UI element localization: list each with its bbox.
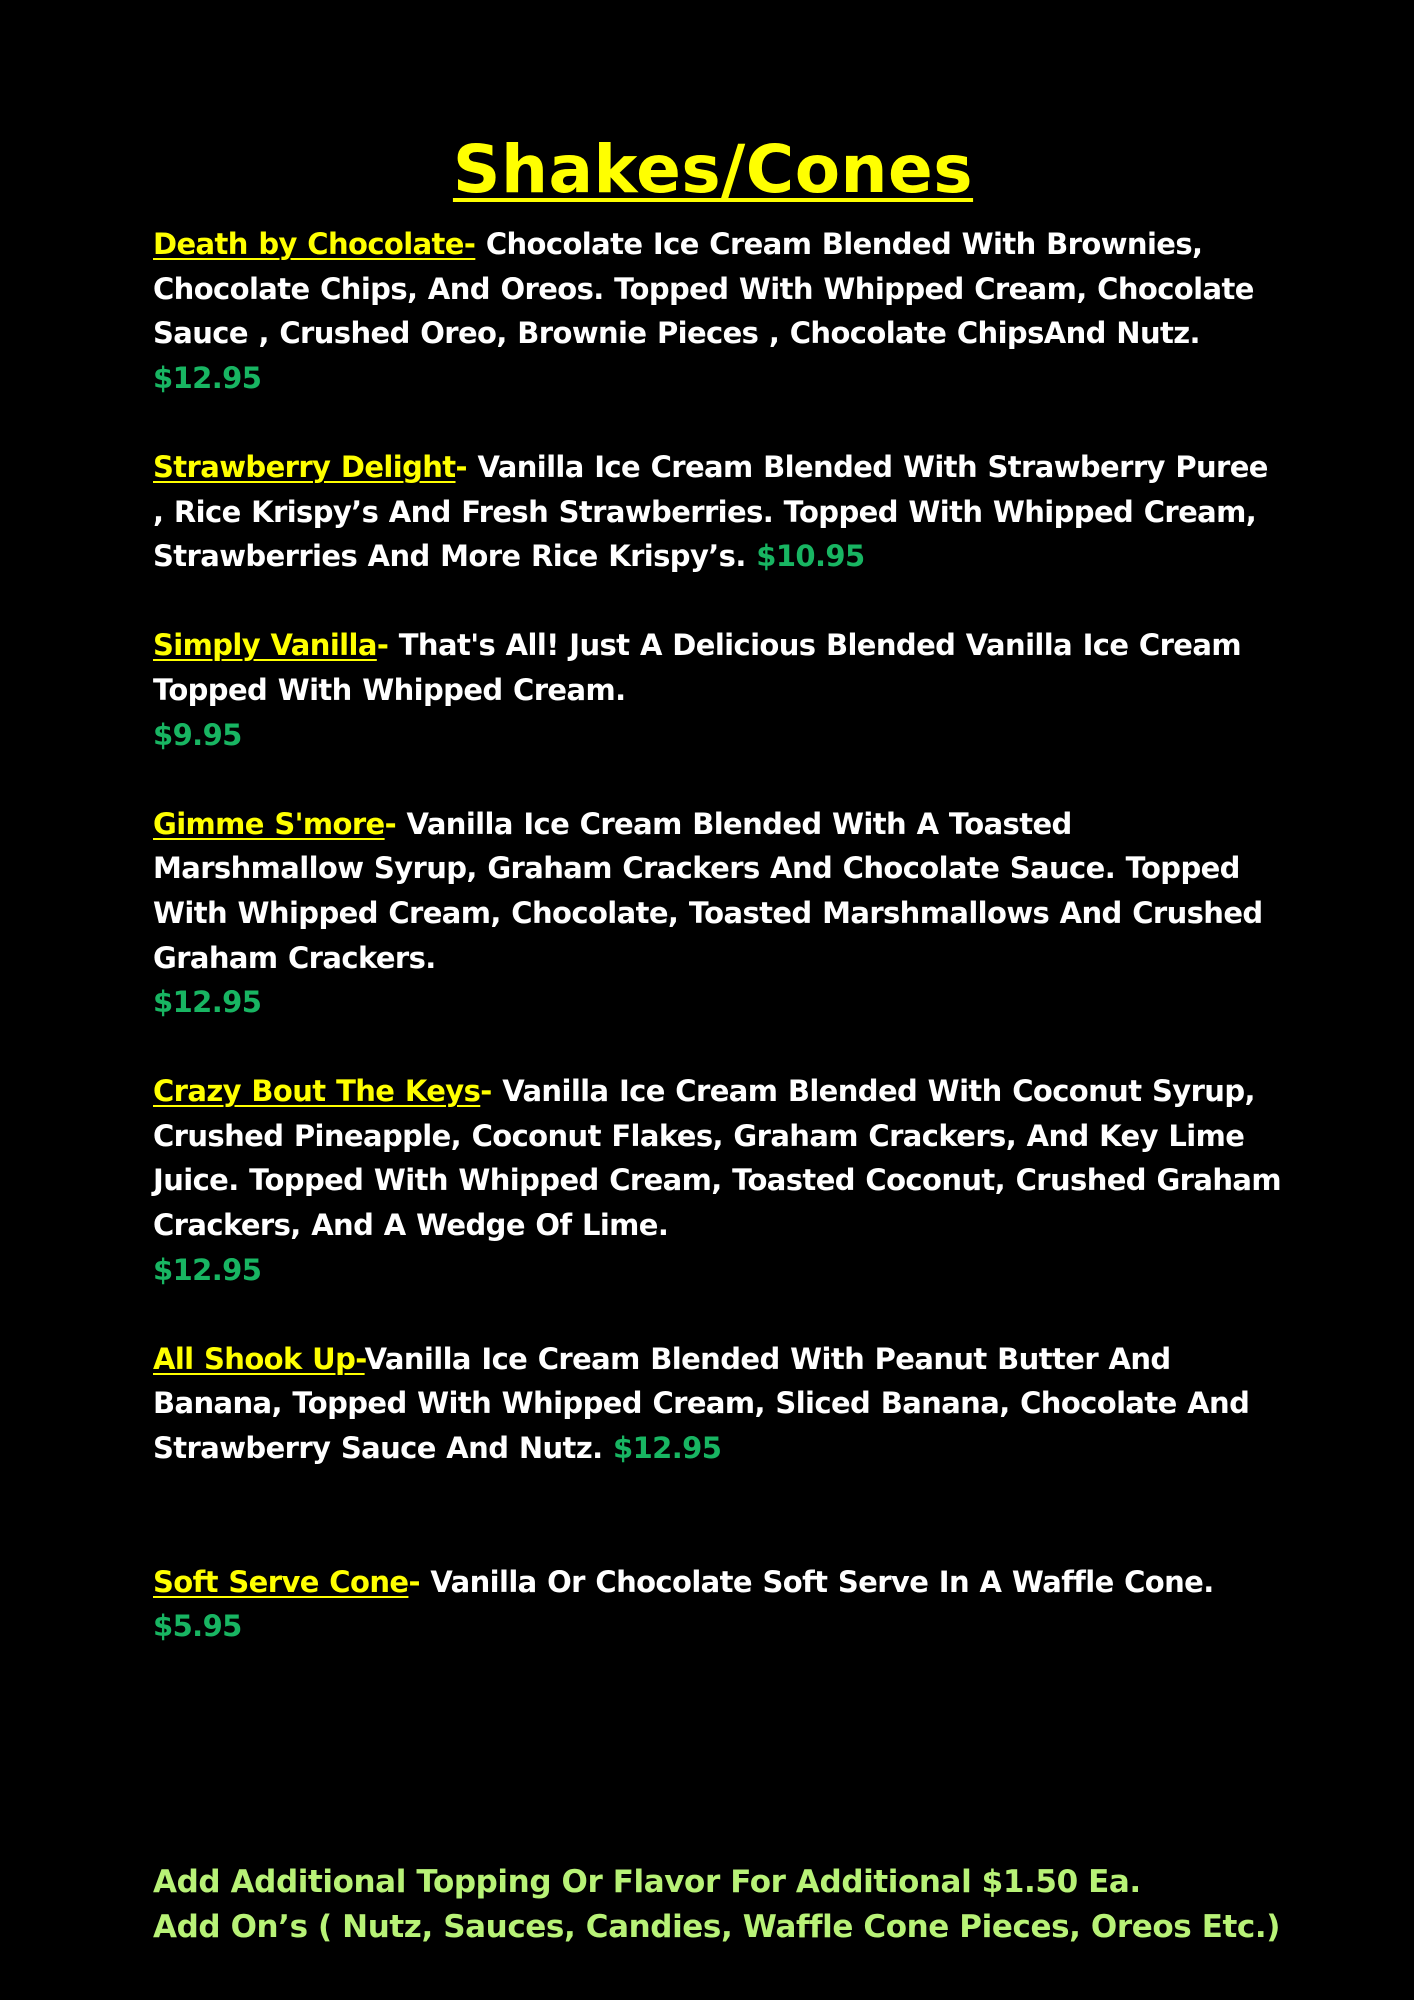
menu-item-death-by-chocolate (153, 222, 1283, 400)
item-separator: - (480, 1074, 492, 1109)
item-description: Chocolate Ice Cream Blended With Brownies, Chocolate Chips, And Oreos. Topped With Whipped Cream, Chocolate Sauce , Crushed Oreo, Brownie Pieces , Chocolate ChipsAnd Nutz. (153, 227, 1254, 351)
menu-item-crazy-bout-the-keys (153, 1069, 1283, 1292)
item-separator: - (384, 806, 397, 841)
menu-item-gimme-smore (153, 802, 1283, 1025)
item-description: Vanilla Ice Cream Blended With A Toasted Marshmallow Syrup, Graham Crackers And Chocolate Sauce. Topped With Whipped Cream, Chocolate, Toasted Marshmallows And Crushed Graham Crackers. (153, 806, 1263, 975)
menu-item-all-shook-up (153, 1337, 1283, 1471)
item-name: All Shook Up- (153, 1341, 365, 1376)
item-description: That's All! Just A Delicious Blended Vanilla Ice Cream Topped With Whipped Cream. (153, 628, 1241, 707)
item-name: Crazy Bout The Keys (153, 1074, 481, 1109)
item-name: Soft Serve Cone (153, 1564, 409, 1599)
item-description: Vanilla Or Chocolate Soft Serve In A Waffle Cone. (419, 1564, 1214, 1599)
item-price: $12.95 (153, 1252, 262, 1287)
menu-item-soft-serve-cone (153, 1560, 1283, 1649)
item-price: $12.95 (153, 360, 262, 395)
item-price: $12.95 (153, 985, 262, 1020)
add-ons-note (153, 1860, 1353, 1950)
item-separator: - (408, 1564, 420, 1599)
item-name: Gimme S'more (153, 806, 385, 841)
item-price: $12.95 (613, 1431, 722, 1466)
item-name: Simply Vanilla (153, 628, 377, 663)
item-price: $9.95 (153, 717, 242, 752)
item-name: Strawberry Delight (153, 449, 456, 484)
additional-topping-note: Add Additional Topping Or Flavor For Additional $1.50 Ea. (153, 1864, 1141, 1900)
item-price: $10.95 (756, 539, 865, 574)
item-name: Death by Chocolate- (153, 227, 476, 261)
item-separator: - (455, 449, 467, 484)
item-price: $5.95 (153, 1609, 242, 1644)
page-title: Shakes/Cones (452, 131, 974, 209)
add-ons-list: Add On’s ( Nutz, Sauces, Candies, Waffle Cone Pieces, Oreos Etc.) (153, 1909, 1281, 1945)
menu-list (153, 222, 1283, 1649)
item-description: Vanilla Ice Cream Blended With Peanut Butter And Banana, Topped With Whipped Cream, Sliced Banana, Chocolate And Strawberry Sauce And Nutz. (153, 1341, 1250, 1466)
item-separator: - (376, 628, 389, 663)
item-description: Vanilla Ice Cream Blended With Strawberry Puree , Rice Krispy’s And Fresh Strawberries. Topped With Whipped Cream, Strawberries And More Rice Krispy’s. (153, 449, 1268, 574)
menu-item-simply-vanilla (153, 623, 1283, 757)
item-description: Vanilla Ice Cream Blended With Coconut Syrup, Crushed Pineapple, Coconut Flakes, Graham Crackers, And Key Lime Juice. Topped With Whipped Cream, Toasted Coconut, Crushed Graham Crackers, And A Wedge Of Lime. (153, 1074, 1281, 1243)
menu-item-strawberry-delight (153, 445, 1283, 579)
